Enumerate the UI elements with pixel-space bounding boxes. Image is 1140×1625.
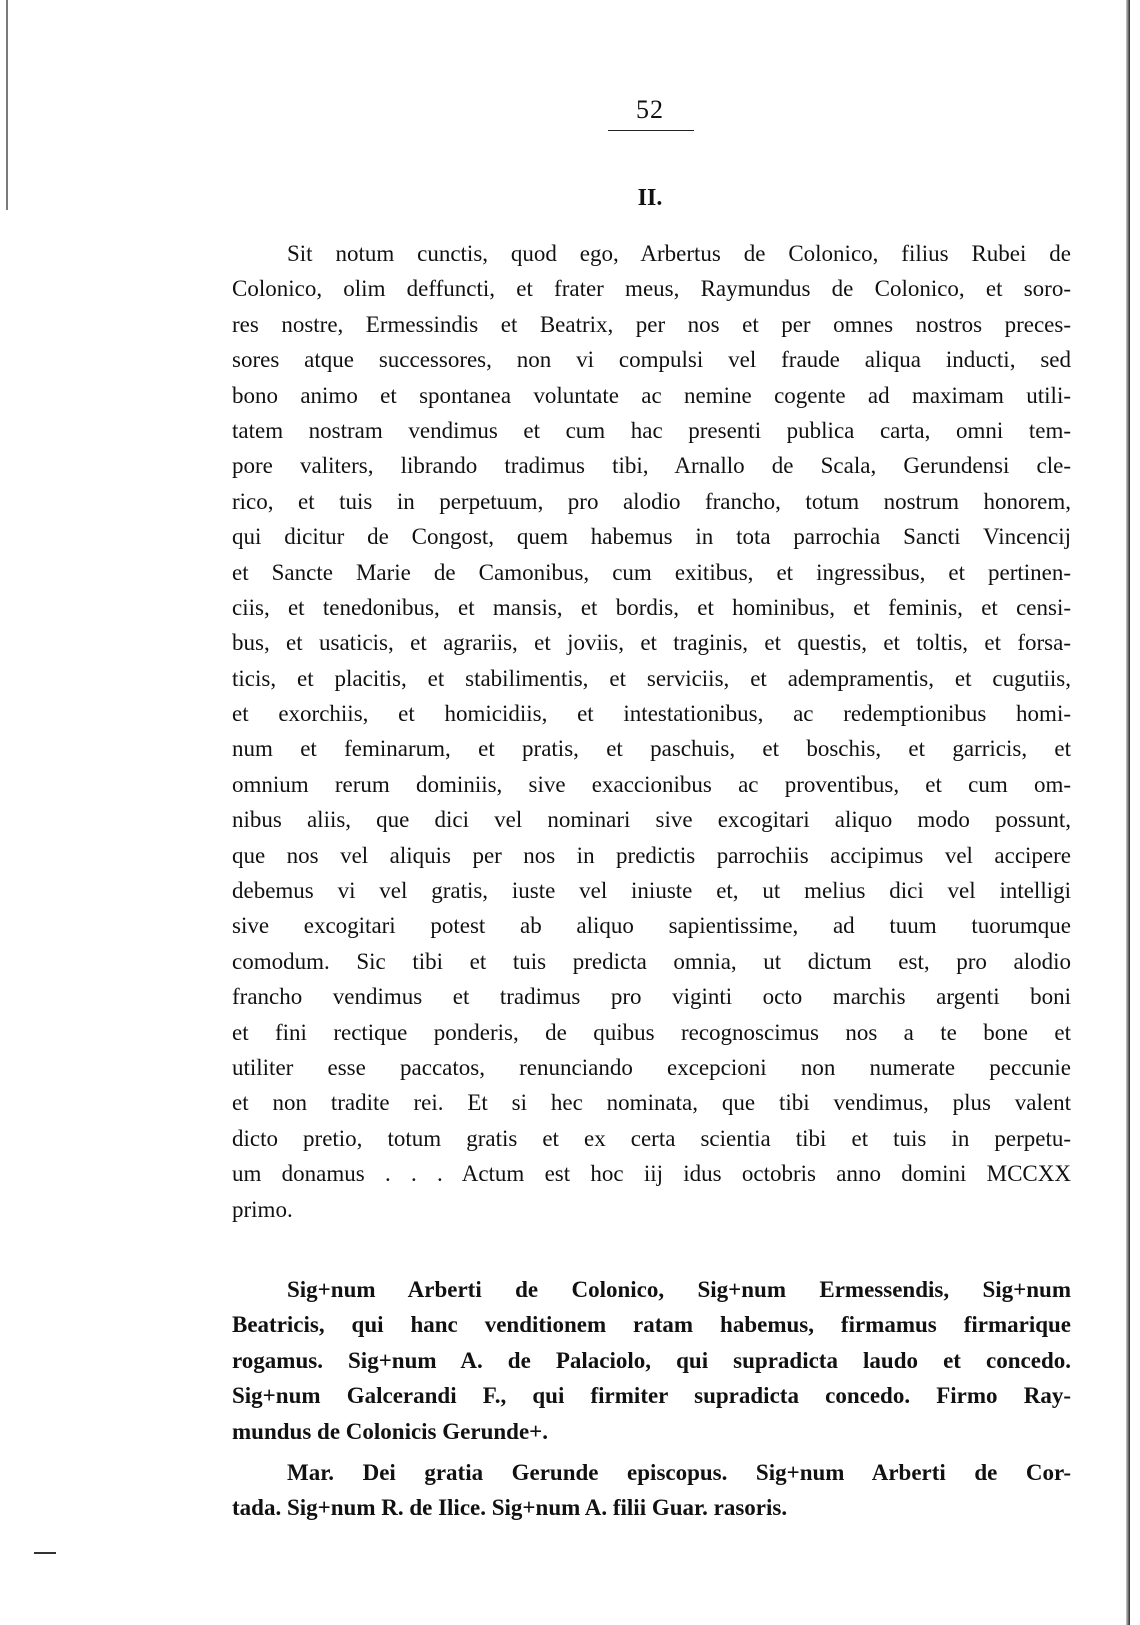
charter-paragraph bbox=[232, 236, 1071, 1227]
text-line: num et feminarum, et pratis, et paschuis, et boschis, et garricis, et bbox=[232, 736, 1071, 762]
text-line: ciis, et tenedonibus, et mansis, et bordis, et hominibus, et feminis, et censi- bbox=[232, 594, 1071, 620]
text-line: qui dicitur de Congost, quem habemus in tota parrochia Sancti Vincencij bbox=[232, 524, 1071, 550]
text-line: sive excogitari potest ab aliquo sapientissime, ad tuum tuorumque bbox=[232, 913, 1071, 939]
signature-line: rogamus. Sig+num A. de Palaciolo, qui supradicta laudo et concedo. bbox=[232, 1347, 1071, 1373]
text-line: bus, et usaticis, et agrariis, et joviis, et traginis, et questis, et toltis, et forsa- bbox=[232, 630, 1071, 656]
section-heading: II. bbox=[637, 185, 663, 211]
text-line: que nos vel aliquis per nos in predictis parrochiis accipimus vel accipere bbox=[232, 842, 1071, 868]
text-line: et exorchiis, et homicidiis, et intestationibus, ac redemptionibus homi- bbox=[232, 701, 1071, 727]
text-line: res nostre, Ermessindis et Beatrix, per nos et per omnes nostros preces- bbox=[232, 311, 1071, 337]
text-line: nibus aliis, que dici vel nominari sive excogitari aliquo modo possunt, bbox=[232, 807, 1071, 833]
text-line: francho vendimus et tradimus pro viginti octo marchis argenti boni bbox=[232, 984, 1071, 1010]
page-number-rule bbox=[608, 130, 694, 131]
text-line: primo. bbox=[232, 1196, 293, 1222]
text-line: Sit notum cunctis, quod ego, Arbertus de Colonico, filius Rubei de bbox=[287, 241, 1071, 266]
text-line: Colonico, olim deffuncti, et frater meus, Raymundus de Colonico, et soro- bbox=[232, 276, 1071, 302]
text-line: tatem nostram vendimus et cum hac presenti publica carta, omni tem- bbox=[232, 417, 1071, 443]
text-line: um donamus . . . Actum est hoc iij idus octobris anno domini MCCXX bbox=[232, 1161, 1071, 1187]
signature-line: Sig+num Galcerandi F., qui firmiter supradicta concedo. Firmo Ray- bbox=[232, 1383, 1071, 1409]
text-line: et non tradite rei. Et si hec nominata, que tibi vendimus, plus valent bbox=[232, 1090, 1071, 1116]
signatures-paragraph-2 bbox=[232, 1455, 1071, 1526]
signature-line: Mar. Dei gratia Gerunde episcopus. Sig+num Arberti de Cor- bbox=[287, 1460, 1071, 1485]
text-line: sores atque successores, non vi compulsi vel fraude aliqua inducti, sed bbox=[232, 347, 1071, 373]
signature-line: Beatricis, qui hanc venditionem ratam habemus, firmamus firmarique bbox=[232, 1312, 1071, 1338]
text-line: rico, et tuis in perpetuum, pro alodio francho, totum nostrum honorem, bbox=[232, 488, 1071, 514]
text-line: et Sancte Marie de Camonibus, cum exitibus, et ingressibus, et pertinen- bbox=[232, 559, 1071, 585]
page-number: 52 bbox=[636, 95, 664, 124]
signature-line: Sig+num Arberti de Colonico, Sig+num Ermessendis, Sig+num bbox=[287, 1277, 1071, 1302]
text-line: et fini rectique ponderis, de quibus recognoscimus nos a te bone et bbox=[232, 1019, 1071, 1045]
text-line: dicto pretio, totum gratis et ex certa scientia tibi et tuis in perpetu- bbox=[232, 1125, 1071, 1151]
signature-line: mundus de Colonicis Gerunde+. bbox=[232, 1418, 549, 1444]
scan-edge-left bbox=[6, 0, 8, 210]
text-line: ticis, et placitis, et stabilimentis, et serviciis, et adempramentis, et cugutiis, bbox=[232, 665, 1071, 691]
text-line: comodum. Sic tibi et tuis predicta omnia, ut dictum est, pro alodio bbox=[232, 948, 1071, 974]
scan-edge-right bbox=[1126, 0, 1130, 1625]
text-line: bono animo et spontanea voluntate ac nemine cogente ad maximam utili- bbox=[232, 382, 1071, 408]
text-line: pore valiters, librando tradimus tibi, Arnallo de Scala, Gerundensi cle- bbox=[232, 453, 1071, 479]
text-line: debemus vi vel gratis, iuste vel iniuste et, ut melius dici vel intelligi bbox=[232, 878, 1071, 904]
text-line: omnium rerum dominiis, sive exaccionibus ac proventibus, et cum om- bbox=[232, 771, 1071, 797]
signatures-paragraph-1 bbox=[232, 1272, 1071, 1449]
scan-mark bbox=[34, 1552, 56, 1554]
text-line: utiliter esse paccatos, renunciando excepcioni non numerate peccunie bbox=[232, 1054, 1071, 1080]
signature-line: tada. Sig+num R. de Ilice. Sig+num A. filii Guar. rasoris. bbox=[232, 1495, 788, 1521]
